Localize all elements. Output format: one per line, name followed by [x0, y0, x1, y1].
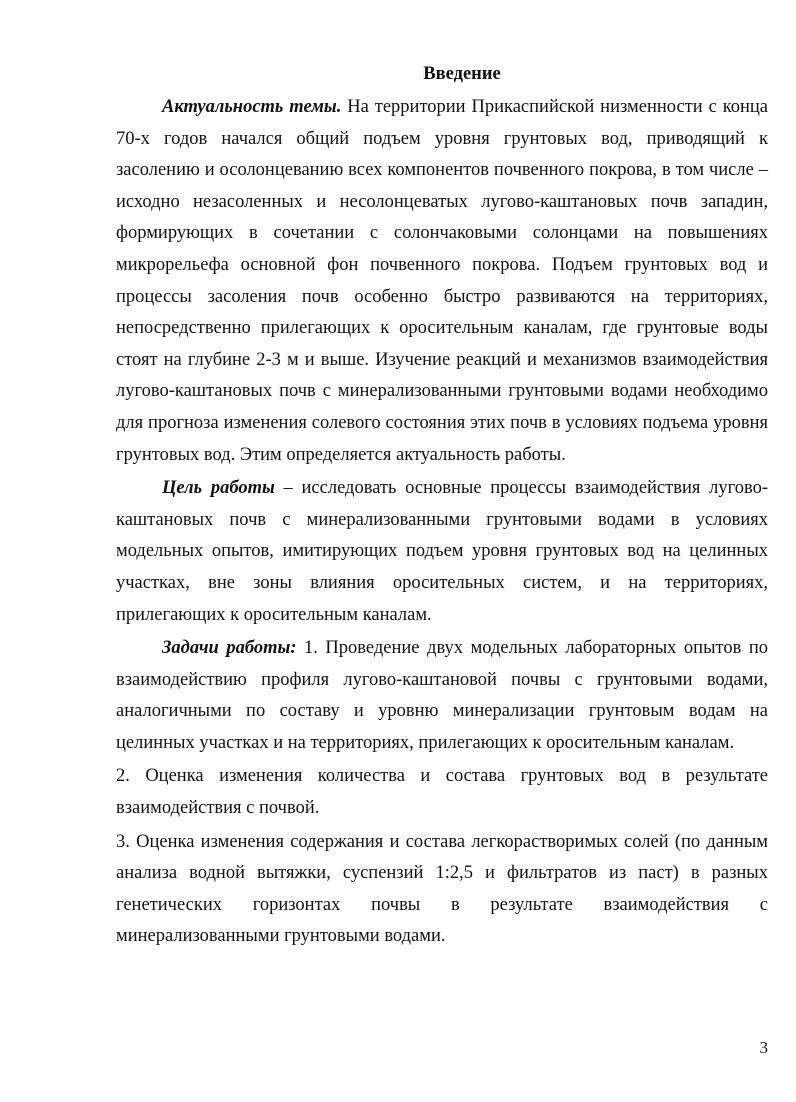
relevance-paragraph [116, 92, 768, 471]
page-number: 3 [759, 1038, 768, 1057]
relevance-lead: Актуальность темы. [162, 97, 342, 117]
task-2-paragraph: 2. Оценка изменения количества и состава грунтовых вод в результате взаимодействия с почвой. [116, 766, 768, 819]
goal-text: – исследовать основные процессы взаимодействия лугово-каштановых почв с минерализованными грунтовыми водами в условиях модельных опытов, имитирующих подъем уровня грунтовых вод на целинных участках, вне зоны влияния оросительных систем, и на территориях, прилегающих к оросительным каналам. [116, 478, 768, 625]
tasks-paragraph [116, 633, 768, 759]
relevance-text: На территории Прикаспийской низменности с конца 70-х годов начался общий подъем уровня грунтовых вод, приводящий к засолению и осолонцеванию всех компонентов почвенного покрова, в том числе – исходно незасоленных и несолонцеватых лугово-каштановых почв западин, формирующих в сочетании с солончаковыми солонцами на повышениях микрорельефа основной фон почвенного покрова. Подъем грунтовых вод и процессы засоления почв особенно быстро развиваются на территориях, непосредственно прилегающих к оросительным каналам, где грунтовые воды стоят на глубине 2-3 м и выше. Изучение реакций и механизмов взаимодействия лугово-каштановых почв с минерализованными грунтовыми водами необходимо для прогноза изменения солевого состояния этих почв в условиях подъема уровня грунтовых вод. Этим определяется актуальность работы. [116, 97, 769, 465]
task-3-paragraph: 3. Оценка изменения содержания и состава легкорастворимых солей (по данным анализа водной вытяжки, суспензий 1:2,5 и фильтратов из паст) в разных генетических горизонтах почвы в результате взаимодействия с минерализованными грунтовыми водами. [116, 831, 768, 947]
page-content [116, 60, 768, 953]
goal-paragraph [116, 473, 768, 631]
page-title: Введение [423, 64, 501, 84]
tasks-lead: Задачи работы: [162, 638, 297, 659]
tasks-text: 1. Проведение двух модельных лабораторных опытов по взаимодействию профиля лугово-каштановой почвы с грунтовыми водами, аналогичными по составу и уровню минерализации грунтовым водам на целинных участках и на территориях, прилегающих к оросительным каналам. [116, 638, 768, 753]
goal-lead: Цель работы [162, 478, 275, 499]
